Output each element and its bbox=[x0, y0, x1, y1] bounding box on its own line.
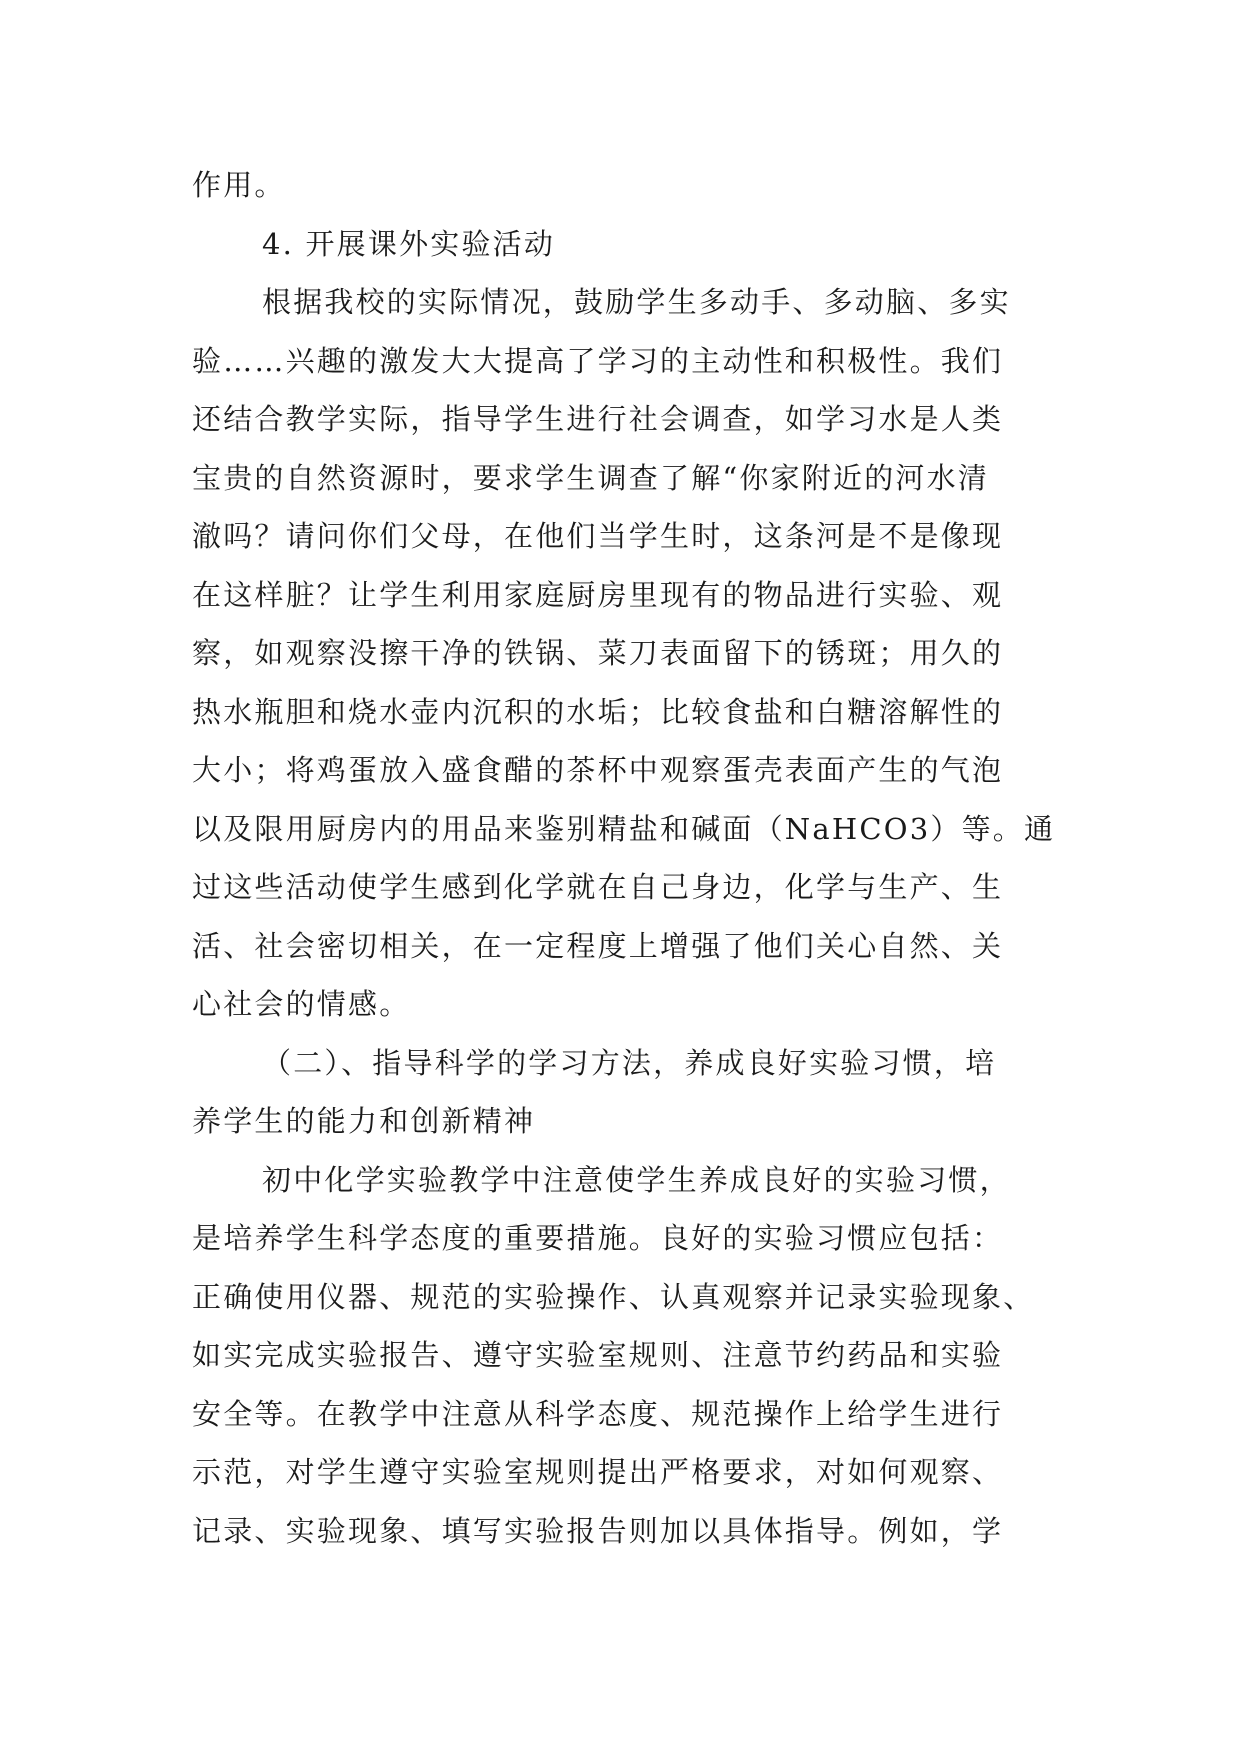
text-line: 过这些活动使学生感到化学就在自己身边，化学与生产、生 bbox=[192, 870, 1004, 904]
text-line: 在这样脏？让学生利用家庭厨房里现有的物品进行实验、观 bbox=[192, 577, 1004, 612]
text-line: 澈吗？请问你们父母，在他们当学生时，这条河是不是像现 bbox=[192, 519, 1004, 553]
text-line: 根据我校的实际情况，鼓励学生多动手、多动脑、多实 bbox=[262, 285, 1011, 319]
text-line: 是培养学生科学态度的重要措施。良好的实验习惯应包括： bbox=[192, 1221, 1004, 1255]
text-line: 宝贵的自然资源时，要求学生调查了解“你家附近的河水清 bbox=[192, 460, 990, 495]
text-line: 作用。 bbox=[192, 168, 286, 202]
text-line: 大小；将鸡蛋放入盛食醋的茶杯中观察蛋壳表面产生的气泡 bbox=[192, 753, 1004, 787]
text-line: 如实完成实验报告、遵守实验室规则、注意节约药品和实验 bbox=[192, 1338, 1004, 1372]
section-heading: 4. 开展课外实验活动 bbox=[262, 226, 556, 261]
text-line: 初中化学实验教学中注意使学生养成良好的实验习惯， bbox=[262, 1162, 1011, 1197]
text-line: 还结合教学实际，指导学生进行社会调查，如学习水是人类 bbox=[192, 402, 1004, 436]
document-body bbox=[192, 156, 1056, 1560]
text-line: 记录、实验现象、填写实验报告则加以具体指导。例如，学 bbox=[192, 1513, 1004, 1548]
text-line: 察，如观察没擦干净的铁锅、菜刀表面留下的锈斑；用久的 bbox=[192, 636, 1004, 670]
section-heading-continued: 养学生的能力和创新精神 bbox=[192, 1104, 536, 1138]
text-line: 心社会的情感。 bbox=[192, 987, 411, 1021]
section-heading: （二）、指导科学的学习方法，养成良好实验习惯，培 bbox=[262, 1045, 997, 1080]
text-line: 安全等。在教学中注意从科学态度、规范操作上给学生进行 bbox=[192, 1396, 1004, 1431]
text-line: 热水瓶胆和烧水壶内沉积的水垢；比较食盐和白糖溶解性的 bbox=[192, 694, 1004, 729]
text-line: 活、社会密切相关，在一定程度上增强了他们关心自然、关 bbox=[192, 928, 1004, 963]
text-line: 验……兴趣的激发大大提高了学习的主动性和积极性。我们 bbox=[192, 343, 1004, 378]
text-line: 正确使用仪器、规范的实验操作、认真观察并记录实验现象、 bbox=[192, 1279, 1035, 1314]
text-line: 以及限用厨房内的用品来鉴别精盐和碱面（NaHCO3）等。通 bbox=[192, 811, 1056, 846]
text-line: 示范，对学生遵守实验室规则提出严格要求，对如何观察、 bbox=[192, 1455, 1004, 1489]
